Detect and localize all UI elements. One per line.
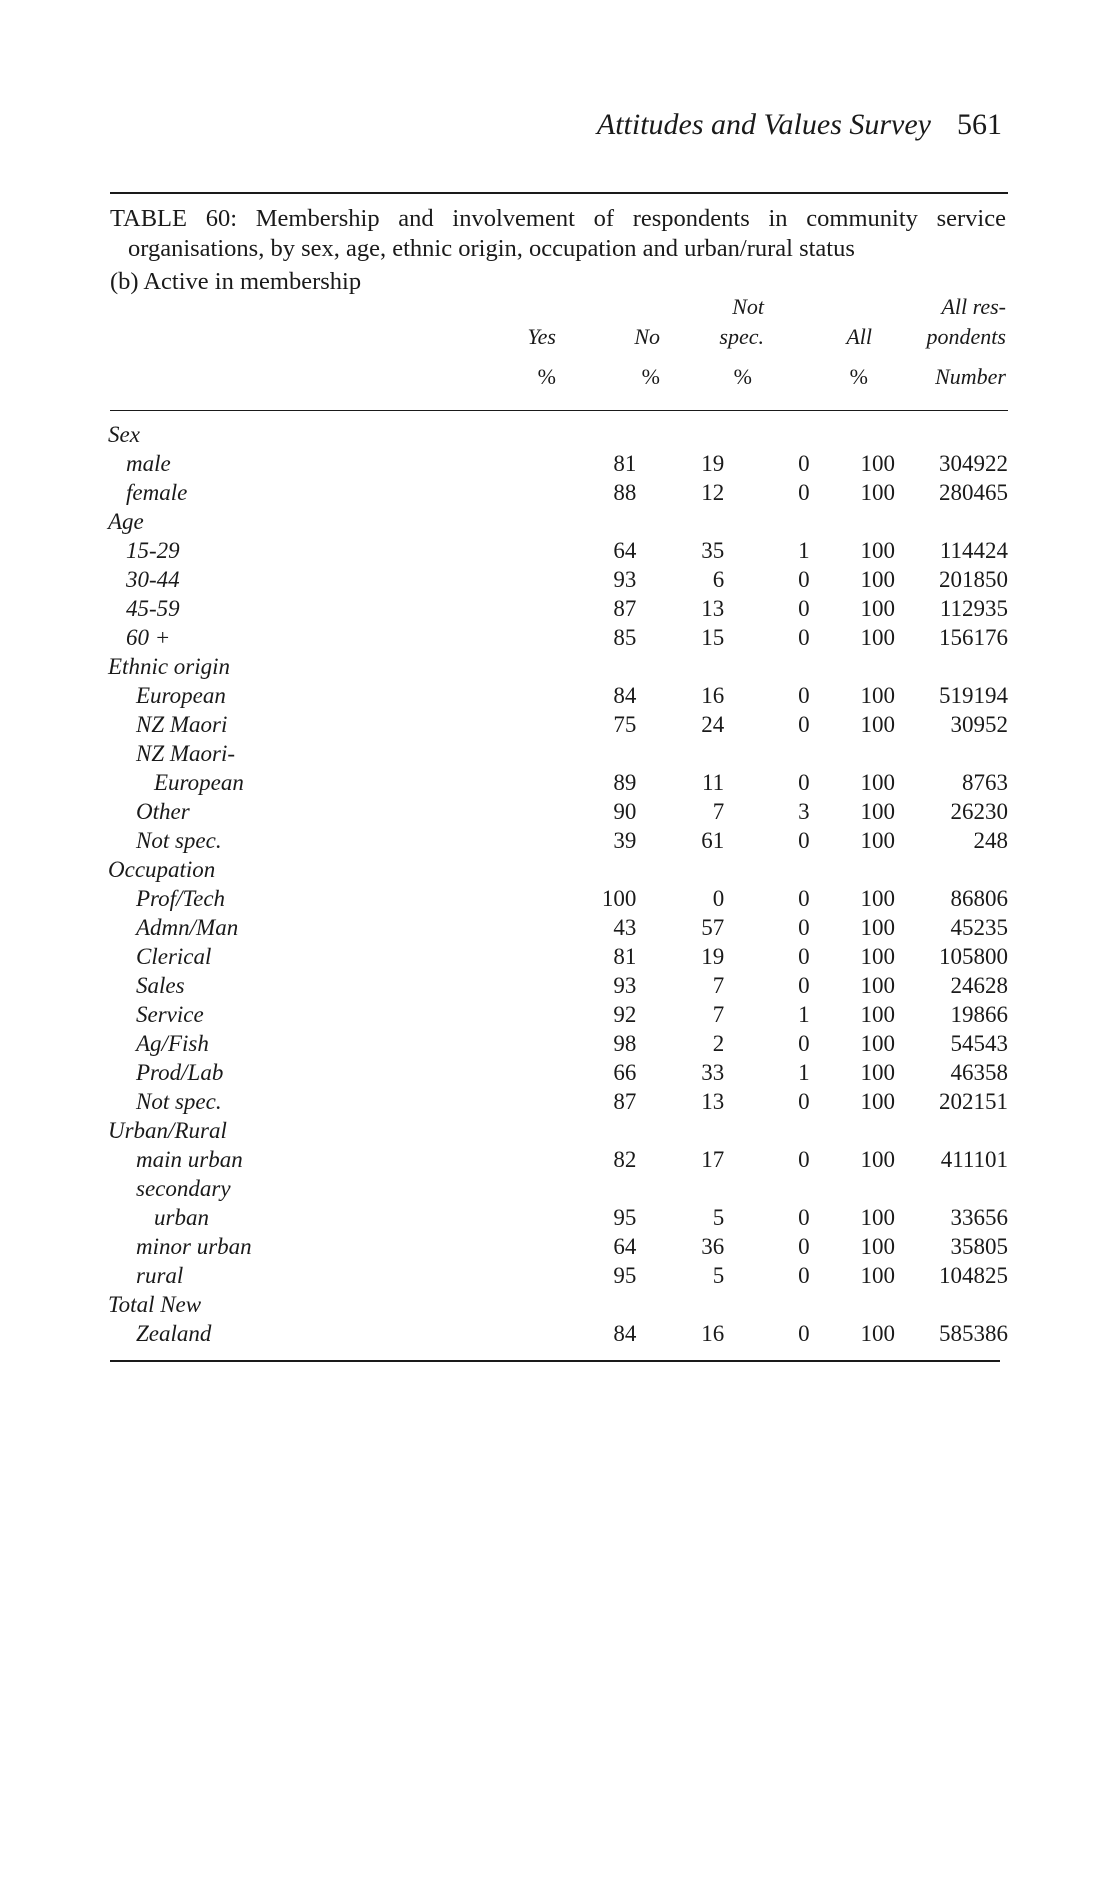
cell-yes [454, 1116, 637, 1145]
cell-respondents: 8763 [962, 770, 1008, 795]
cell-no [636, 1116, 724, 1145]
header-all-resp-line1: All res- [941, 294, 1006, 319]
group-label: Sex [108, 422, 140, 447]
unit-not-spec-label: % [733, 364, 752, 389]
cell-not-spec [724, 420, 809, 449]
cell-respondents [895, 1174, 1008, 1203]
cell-not-spec: 0 [798, 480, 810, 505]
table-group-row [108, 739, 1008, 768]
cell-no: 17 [701, 1147, 725, 1172]
cell-not-spec: 1 [798, 538, 810, 563]
data-table [108, 420, 1008, 1348]
header-rule [110, 410, 1008, 411]
cell-respondents: 45235 [950, 915, 1008, 940]
cell-yes: 39 [613, 828, 637, 853]
cell-no: 12 [701, 480, 725, 505]
table-row [108, 1058, 1008, 1087]
cell-not-spec: 0 [798, 625, 810, 650]
cell-not-spec: 0 [798, 1234, 810, 1259]
table-row [108, 826, 1008, 855]
group-label: Total New [108, 1292, 202, 1317]
cell-no: 7 [712, 799, 725, 824]
header-all-label: All [846, 324, 872, 349]
table-group-row [108, 507, 1008, 536]
cell-yes: 64 [613, 1234, 637, 1259]
page-number: 561 [957, 108, 1002, 141]
row-label: 45-59 [126, 596, 180, 621]
cell-not-spec: 0 [798, 915, 810, 940]
row-label: male [126, 451, 171, 476]
row-label: Clerical [136, 944, 212, 969]
cell-not-spec: 0 [798, 1089, 810, 1114]
cell-not-spec: 0 [798, 451, 810, 476]
cell-not-spec: 1 [798, 1060, 810, 1085]
cell-respondents: 114424 [939, 538, 1008, 563]
cell-not-spec: 0 [798, 886, 810, 911]
cell-yes: 66 [613, 1060, 637, 1085]
cell-yes: 88 [613, 480, 637, 505]
cell-no [636, 652, 724, 681]
cell-all: 100 [860, 1002, 895, 1027]
cell-respondents: 86806 [950, 886, 1008, 911]
table-body [108, 420, 1008, 1348]
cell-respondents: 201850 [939, 567, 1008, 592]
cell-all: 100 [860, 480, 895, 505]
cell-respondents: 30952 [950, 712, 1008, 737]
cell-respondents: 248 [973, 828, 1008, 853]
cell-yes: 90 [613, 799, 637, 824]
cell-respondents: 105800 [939, 944, 1008, 969]
cell-yes: 93 [613, 567, 637, 592]
cell-no: 13 [701, 596, 725, 621]
cell-all: 100 [860, 1089, 895, 1114]
cell-yes: 64 [613, 538, 637, 563]
cell-all: 100 [860, 770, 895, 795]
table-row [108, 1145, 1008, 1174]
cell-respondents: 280465 [939, 480, 1008, 505]
header-all-resp-line2: pondents [926, 324, 1006, 349]
cell-yes: 92 [613, 1002, 637, 1027]
cell-no: 16 [701, 683, 725, 708]
table-row [108, 1319, 1008, 1348]
row-label: minor urban [136, 1234, 252, 1259]
row-label: Prod/Lab [136, 1060, 224, 1085]
row-label: Service [136, 1002, 204, 1027]
cell-all [810, 420, 895, 449]
cell-not-spec: 0 [798, 1147, 810, 1172]
unit-yes [500, 362, 556, 392]
row-label: 60 + [126, 625, 171, 650]
cell-no: 0 [712, 886, 725, 911]
cell-all [810, 1116, 895, 1145]
table-group-row [108, 855, 1008, 884]
cell-respondents: 519194 [939, 683, 1008, 708]
cell-all: 100 [860, 915, 895, 940]
running-head [597, 108, 1002, 142]
row-label: urban [154, 1205, 209, 1230]
header-yes [500, 322, 556, 352]
cell-yes [454, 652, 637, 681]
cell-respondents [895, 1116, 1008, 1145]
cell-all: 100 [860, 1234, 895, 1259]
table-group-row [108, 1174, 1008, 1203]
cell-not-spec: 0 [798, 712, 810, 737]
row-label: Prof/Tech [136, 886, 226, 911]
table-row [108, 623, 1008, 652]
cell-respondents [895, 652, 1008, 681]
header-not-spec [690, 292, 764, 352]
cell-no [636, 855, 724, 884]
cell-yes [454, 1290, 637, 1319]
cell-respondents: 411101 [940, 1147, 1008, 1172]
header-all-respondents [890, 292, 1006, 352]
cell-not-spec: 1 [798, 1002, 810, 1027]
cell-all: 100 [860, 886, 895, 911]
header-no [600, 322, 660, 352]
cell-not-spec [724, 507, 809, 536]
table-group-row [108, 420, 1008, 449]
row-label: European [154, 770, 244, 795]
cell-yes [454, 507, 637, 536]
cell-all: 100 [860, 1321, 895, 1346]
unit-yes-label: % [537, 364, 556, 389]
cell-no: 11 [702, 770, 725, 795]
table-row [108, 1261, 1008, 1290]
table-group-row [108, 1116, 1008, 1145]
table-row [108, 1232, 1008, 1261]
cell-all: 100 [860, 538, 895, 563]
cell-yes: 85 [613, 625, 637, 650]
cell-not-spec: 0 [798, 944, 810, 969]
table-row [108, 797, 1008, 826]
cell-all: 100 [860, 828, 895, 853]
group-label: Ethnic origin [108, 654, 231, 679]
row-label: female [126, 480, 188, 505]
cell-respondents: 19866 [950, 1002, 1008, 1027]
row-label: Other [136, 799, 190, 824]
cell-yes: 95 [613, 1263, 637, 1288]
cell-all [810, 507, 895, 536]
cell-respondents: 26230 [950, 799, 1008, 824]
cell-no: 2 [712, 1031, 725, 1056]
unit-no [600, 362, 660, 392]
table-row [108, 1087, 1008, 1116]
cell-not-spec [724, 1290, 809, 1319]
row-label: Not spec. [136, 1089, 222, 1114]
unit-no-label: % [641, 364, 660, 389]
cell-respondents: 54543 [950, 1031, 1008, 1056]
cell-not-spec: 0 [798, 567, 810, 592]
cell-yes: 95 [613, 1205, 637, 1230]
cell-yes [454, 855, 637, 884]
row-label: 30-44 [126, 567, 180, 592]
cell-not-spec [724, 855, 809, 884]
cell-no: 5 [712, 1263, 725, 1288]
row-label: NZ Maori [136, 712, 228, 737]
caption-line-1: TABLE 60: Membership and involvement of respondents in community service [110, 205, 1006, 232]
cell-all: 100 [860, 596, 895, 621]
cell-not-spec [724, 652, 809, 681]
cell-no: 33 [701, 1060, 725, 1085]
table-caption [110, 204, 1006, 264]
table-row [108, 884, 1008, 913]
bottom-rule [110, 1360, 1000, 1362]
unit-all-label: % [849, 364, 868, 389]
cell-no: 35 [701, 538, 725, 563]
group-label: Urban/Rural [108, 1118, 227, 1143]
cell-not-spec: 0 [798, 596, 810, 621]
cell-yes: 87 [613, 596, 637, 621]
row-label: secondary [136, 1176, 231, 1201]
cell-not-spec: 0 [798, 973, 810, 998]
cell-all: 100 [860, 625, 895, 650]
cell-all: 100 [860, 683, 895, 708]
group-label: Age [108, 509, 144, 534]
cell-all: 100 [860, 1060, 895, 1085]
unit-not-spec [690, 362, 752, 392]
cell-all [810, 1290, 895, 1319]
cell-all [810, 652, 895, 681]
row-label: NZ Maori- [136, 741, 236, 766]
cell-yes: 81 [613, 451, 637, 476]
cell-yes: 75 [613, 712, 637, 737]
cell-yes: 100 [601, 886, 637, 911]
cell-not-spec [724, 739, 809, 768]
cell-respondents: 46358 [950, 1060, 1008, 1085]
group-label: Occupation [108, 857, 216, 882]
cell-all: 100 [860, 567, 895, 592]
cell-all: 100 [860, 1205, 895, 1230]
table-group-row [108, 652, 1008, 681]
table-row [108, 971, 1008, 1000]
cell-all: 100 [860, 712, 895, 737]
table-row [108, 449, 1008, 478]
cell-all: 100 [860, 1147, 895, 1172]
cell-respondents [895, 855, 1008, 884]
cell-not-spec [724, 1174, 809, 1203]
row-label: Sales [136, 973, 185, 998]
cell-no: 19 [701, 451, 725, 476]
cell-yes: 84 [613, 1321, 637, 1346]
cell-respondents [895, 507, 1008, 536]
unit-respondents [890, 362, 1006, 392]
table-row [108, 1203, 1008, 1232]
cell-no: 57 [701, 915, 725, 940]
cell-no [636, 1174, 724, 1203]
row-label: main urban [136, 1147, 243, 1172]
top-rule [110, 192, 1008, 194]
table-row [108, 594, 1008, 623]
cell-not-spec: 0 [798, 1321, 810, 1346]
cell-no: 6 [712, 567, 725, 592]
cell-no: 16 [701, 1321, 725, 1346]
cell-all [810, 1174, 895, 1203]
table-row [108, 536, 1008, 565]
cell-yes: 87 [613, 1089, 637, 1114]
table-row [108, 1000, 1008, 1029]
cell-no: 5 [712, 1205, 725, 1230]
cell-not-spec: 0 [798, 683, 810, 708]
cell-yes: 98 [613, 1031, 637, 1056]
table-subtitle: (b) Active in membership [110, 268, 362, 295]
cell-all: 100 [860, 973, 895, 998]
row-label: Ag/Fish [136, 1031, 209, 1056]
cell-yes: 82 [613, 1147, 637, 1172]
row-label: 15-29 [126, 538, 180, 563]
cell-all: 100 [860, 1263, 895, 1288]
cell-respondents [895, 739, 1008, 768]
cell-no [636, 1290, 724, 1319]
cell-respondents [895, 1290, 1008, 1319]
cell-respondents: 33656 [950, 1205, 1008, 1230]
cell-all: 100 [860, 799, 895, 824]
caption-line-2: organisations, by sex, age, ethnic origin, occupation and urban/rural status [128, 235, 855, 262]
cell-no: 24 [701, 712, 725, 737]
running-head-title: Attitudes and Values Survey [596, 108, 931, 141]
cell-no [636, 507, 724, 536]
cell-yes [454, 739, 637, 768]
header-no-label: No [634, 324, 660, 349]
cell-all: 100 [860, 1031, 895, 1056]
row-label: Zealand [136, 1321, 212, 1346]
cell-yes [454, 1174, 637, 1203]
cell-no: 13 [701, 1089, 725, 1114]
cell-all: 100 [860, 451, 895, 476]
table-row [108, 565, 1008, 594]
cell-respondents: 156176 [939, 625, 1008, 650]
cell-respondents: 112935 [939, 596, 1008, 621]
cell-not-spec: 0 [798, 1263, 810, 1288]
cell-no: 36 [701, 1234, 725, 1259]
cell-respondents: 585386 [939, 1321, 1008, 1346]
cell-not-spec: 3 [798, 799, 810, 824]
table-row [108, 681, 1008, 710]
table-row [108, 1029, 1008, 1058]
cell-respondents: 202151 [939, 1089, 1008, 1114]
cell-no: 7 [712, 973, 725, 998]
cell-no: 19 [701, 944, 725, 969]
row-label: Admn/Man [136, 915, 239, 940]
table-row [108, 768, 1008, 797]
cell-yes [454, 420, 637, 449]
unit-all [800, 362, 868, 392]
cell-not-spec [724, 1116, 809, 1145]
cell-respondents: 24628 [950, 973, 1008, 998]
cell-respondents [895, 420, 1008, 449]
table-row [108, 710, 1008, 739]
table-group-row [108, 1290, 1008, 1319]
header-not-spec-line1: Not [732, 294, 764, 319]
cell-no: 7 [712, 1002, 725, 1027]
cell-yes: 43 [613, 915, 637, 940]
cell-no: 61 [701, 828, 725, 853]
cell-no [636, 739, 724, 768]
cell-all [810, 739, 895, 768]
cell-no [636, 420, 724, 449]
header-yes-label: Yes [527, 324, 556, 349]
cell-not-spec: 0 [798, 828, 810, 853]
cell-no: 15 [701, 625, 725, 650]
table-row [108, 478, 1008, 507]
cell-respondents: 304922 [939, 451, 1008, 476]
header-not-spec-line2: spec. [719, 324, 764, 349]
cell-respondents: 35805 [950, 1234, 1008, 1259]
row-label: rural [136, 1263, 184, 1288]
table-row [108, 942, 1008, 971]
cell-all: 100 [860, 944, 895, 969]
cell-respondents: 104825 [939, 1263, 1008, 1288]
cell-not-spec: 0 [798, 1031, 810, 1056]
cell-yes: 93 [613, 973, 637, 998]
table-row [108, 913, 1008, 942]
cell-not-spec: 0 [798, 770, 810, 795]
row-label: Not spec. [136, 828, 222, 853]
row-label: European [136, 683, 226, 708]
cell-all [810, 855, 895, 884]
cell-yes: 81 [613, 944, 637, 969]
cell-not-spec: 0 [798, 1205, 810, 1230]
unit-respondents-label: Number [935, 364, 1006, 389]
header-all [800, 322, 872, 352]
cell-yes: 89 [613, 770, 637, 795]
cell-yes: 84 [613, 683, 637, 708]
